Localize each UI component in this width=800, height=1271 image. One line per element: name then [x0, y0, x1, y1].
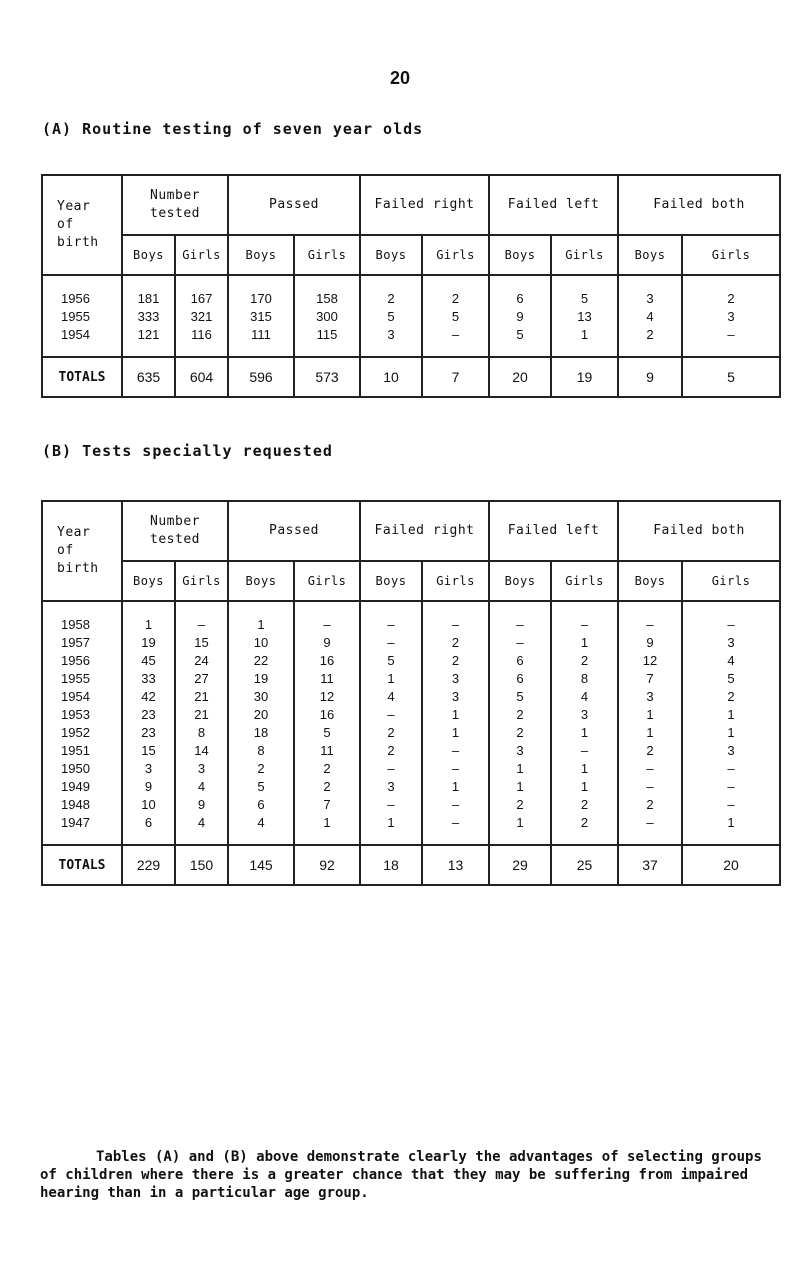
count-cell: 5	[682, 670, 780, 688]
count-cell: 116	[175, 326, 228, 357]
sex-header: Boys	[228, 235, 294, 275]
count-cell: 4	[175, 814, 228, 845]
year-cell: 1958	[42, 601, 122, 634]
count-cell: 3	[122, 760, 175, 778]
count-cell: 2	[682, 688, 780, 706]
count-cell: 5	[228, 778, 294, 796]
year-header-line: of	[57, 543, 74, 558]
year-header-line: of	[57, 217, 74, 232]
group-header: Failed left	[489, 175, 618, 235]
total-cell: 9	[618, 357, 682, 397]
count-cell: 5	[360, 308, 422, 326]
count-cell: –	[422, 326, 489, 357]
count-cell: 9	[122, 778, 175, 796]
count-cell: 1	[360, 814, 422, 845]
totals-label: TOTALS	[42, 357, 122, 397]
count-cell: –	[175, 601, 228, 634]
count-cell: 27	[175, 670, 228, 688]
year-cell: 1957	[42, 634, 122, 652]
total-cell: 596	[228, 357, 294, 397]
year-of-birth-header	[42, 501, 122, 601]
count-cell: 8	[551, 670, 618, 688]
table-row	[42, 688, 780, 706]
table-a-heading: (A) Routine testing of seven year olds	[42, 120, 424, 138]
count-cell: 2	[422, 634, 489, 652]
table-b	[41, 500, 781, 886]
count-cell: 5	[489, 326, 551, 357]
total-cell: 20	[489, 357, 551, 397]
sex-header: Boys	[360, 561, 422, 601]
count-cell: 1	[551, 724, 618, 742]
count-cell: 8	[228, 742, 294, 760]
count-cell: 3	[618, 275, 682, 308]
count-cell: 4	[228, 814, 294, 845]
year-cell: 1948	[42, 796, 122, 814]
count-cell: 1	[228, 601, 294, 634]
count-cell: 1	[489, 814, 551, 845]
count-cell: 1	[551, 634, 618, 652]
sex-header: Boys	[122, 235, 175, 275]
count-cell: 24	[175, 652, 228, 670]
count-cell: 13	[551, 308, 618, 326]
count-cell: 2	[618, 326, 682, 357]
count-cell: 3	[618, 688, 682, 706]
count-cell: 1	[122, 601, 175, 634]
sex-header: Boys	[489, 235, 551, 275]
count-cell: 23	[122, 706, 175, 724]
sex-header: Girls	[175, 561, 228, 601]
count-cell: 3	[682, 308, 780, 326]
count-cell: 11	[294, 742, 360, 760]
count-cell: –	[360, 796, 422, 814]
count-cell: 2	[360, 742, 422, 760]
count-cell: 9	[294, 634, 360, 652]
total-cell: 37	[618, 845, 682, 885]
count-cell: 9	[489, 308, 551, 326]
sex-header: Girls	[682, 561, 780, 601]
count-cell: 2	[294, 760, 360, 778]
count-cell: 14	[175, 742, 228, 760]
count-cell: 5	[294, 724, 360, 742]
count-cell: 6	[122, 814, 175, 845]
count-cell: –	[360, 760, 422, 778]
count-cell: 2	[551, 814, 618, 845]
count-cell: 5	[360, 652, 422, 670]
count-cell: 1	[551, 778, 618, 796]
count-cell: –	[618, 760, 682, 778]
total-cell: 7	[422, 357, 489, 397]
total-cell: 25	[551, 845, 618, 885]
count-cell: 1	[294, 814, 360, 845]
table-row	[42, 760, 780, 778]
count-cell: 1	[422, 724, 489, 742]
year-cell: 1956	[42, 275, 122, 308]
count-cell: 2	[618, 742, 682, 760]
group-header: Number tested	[122, 501, 228, 561]
year-header-line: Year	[57, 199, 91, 214]
year-cell: 1947	[42, 814, 122, 845]
total-cell: 29	[489, 845, 551, 885]
total-cell: 573	[294, 357, 360, 397]
count-cell: 21	[175, 706, 228, 724]
count-cell: 4	[360, 688, 422, 706]
sex-header: Boys	[228, 561, 294, 601]
count-cell: 33	[122, 670, 175, 688]
count-cell: 21	[175, 688, 228, 706]
total-cell: 604	[175, 357, 228, 397]
count-cell: –	[294, 601, 360, 634]
count-cell: –	[618, 814, 682, 845]
year-cell: 1954	[42, 688, 122, 706]
count-cell: 16	[294, 652, 360, 670]
count-cell: 12	[618, 652, 682, 670]
year-cell: 1954	[42, 326, 122, 357]
year-cell: 1953	[42, 706, 122, 724]
count-cell: 6	[228, 796, 294, 814]
count-cell: 3	[682, 742, 780, 760]
sex-header: Girls	[682, 235, 780, 275]
count-cell: 20	[228, 706, 294, 724]
count-cell: 115	[294, 326, 360, 357]
count-cell: 10	[228, 634, 294, 652]
table-row	[42, 706, 780, 724]
count-cell: 1	[682, 814, 780, 845]
count-cell: –	[360, 601, 422, 634]
sex-header: Boys	[489, 561, 551, 601]
group-header: Passed	[228, 501, 360, 561]
totals-row	[42, 845, 780, 885]
table-a	[41, 174, 781, 398]
count-cell: 3	[422, 688, 489, 706]
count-cell: 6	[489, 670, 551, 688]
total-cell: 13	[422, 845, 489, 885]
count-cell: 15	[122, 742, 175, 760]
sex-header: Girls	[294, 235, 360, 275]
count-cell: 45	[122, 652, 175, 670]
year-header-line: Year	[57, 525, 91, 540]
table-row	[42, 326, 780, 357]
count-cell: 7	[618, 670, 682, 688]
count-cell: 170	[228, 275, 294, 308]
count-cell: 2	[551, 652, 618, 670]
sex-header: Boys	[360, 235, 422, 275]
group-header: Failed both	[618, 501, 780, 561]
count-cell: –	[682, 601, 780, 634]
count-cell: 6	[489, 652, 551, 670]
count-cell: –	[551, 742, 618, 760]
totals-row	[42, 357, 780, 397]
count-cell: 4	[682, 652, 780, 670]
year-cell: 1950	[42, 760, 122, 778]
total-cell: 5	[682, 357, 780, 397]
year-cell: 1955	[42, 670, 122, 688]
count-cell: 9	[175, 796, 228, 814]
year-cell: 1952	[42, 724, 122, 742]
count-cell: 2	[618, 796, 682, 814]
count-cell: 3	[489, 742, 551, 760]
count-cell: –	[422, 760, 489, 778]
count-cell: –	[422, 796, 489, 814]
table-row	[42, 742, 780, 760]
sex-header: Girls	[175, 235, 228, 275]
sex-header: Girls	[422, 561, 489, 601]
count-cell: 4	[551, 688, 618, 706]
total-cell: 229	[122, 845, 175, 885]
count-cell: 30	[228, 688, 294, 706]
count-cell: 1	[682, 724, 780, 742]
count-cell: 1	[618, 724, 682, 742]
count-cell: –	[551, 601, 618, 634]
count-cell: 4	[175, 778, 228, 796]
table-row	[42, 778, 780, 796]
table-row	[42, 308, 780, 326]
year-cell: 1949	[42, 778, 122, 796]
total-cell: 18	[360, 845, 422, 885]
count-cell: –	[682, 796, 780, 814]
page-number: 20	[389, 68, 411, 88]
group-header: Failed both	[618, 175, 780, 235]
year-cell: 1951	[42, 742, 122, 760]
table-row	[42, 724, 780, 742]
count-cell: 1	[551, 760, 618, 778]
group-header: Failed right	[360, 175, 489, 235]
count-cell: 19	[228, 670, 294, 688]
table-b-heading: (B) Tests specially requested	[42, 442, 333, 460]
count-cell: 12	[294, 688, 360, 706]
group-header: Passed	[228, 175, 360, 235]
count-cell: 22	[228, 652, 294, 670]
count-cell: –	[489, 601, 551, 634]
count-cell: 23	[122, 724, 175, 742]
count-cell: 1	[682, 706, 780, 724]
count-cell: 2	[422, 275, 489, 308]
year-cell: 1956	[42, 652, 122, 670]
table-row	[42, 634, 780, 652]
count-cell: 10	[122, 796, 175, 814]
total-cell: 92	[294, 845, 360, 885]
count-cell: –	[360, 634, 422, 652]
year-header-line: birth	[57, 235, 99, 250]
table-row	[42, 275, 780, 308]
count-cell: 6	[489, 275, 551, 308]
count-cell: 3	[175, 760, 228, 778]
count-cell: 2	[294, 778, 360, 796]
count-cell: 121	[122, 326, 175, 357]
count-cell: 1	[551, 326, 618, 357]
count-cell: 181	[122, 275, 175, 308]
count-cell: –	[618, 778, 682, 796]
count-cell: 3	[360, 778, 422, 796]
table-row	[42, 601, 780, 634]
count-cell: 2	[682, 275, 780, 308]
count-cell: 1	[489, 778, 551, 796]
count-cell: 16	[294, 706, 360, 724]
count-cell: –	[682, 326, 780, 357]
count-cell: 2	[360, 275, 422, 308]
count-cell: 3	[422, 670, 489, 688]
count-cell: 8	[175, 724, 228, 742]
sex-header: Boys	[618, 235, 682, 275]
total-cell: 19	[551, 357, 618, 397]
count-cell: 1	[422, 706, 489, 724]
count-cell: –	[682, 778, 780, 796]
note-paragraph: Tables (A) and (B) above demonstrate clearly the advantages of selecting groups of children where there is a greater chance that they may be suffering from impaired hearing than in a particular age group.	[40, 1149, 762, 1201]
sex-header: Girls	[551, 561, 618, 601]
count-cell: 42	[122, 688, 175, 706]
count-cell: 333	[122, 308, 175, 326]
count-cell: 7	[294, 796, 360, 814]
count-cell: 111	[228, 326, 294, 357]
count-cell: –	[489, 634, 551, 652]
sex-header: Boys	[122, 561, 175, 601]
count-cell: 19	[122, 634, 175, 652]
count-cell: 3	[682, 634, 780, 652]
year-of-birth-header	[42, 175, 122, 275]
count-cell: 4	[618, 308, 682, 326]
count-cell: 1	[422, 778, 489, 796]
count-cell: 3	[360, 326, 422, 357]
count-cell: 315	[228, 308, 294, 326]
count-cell: –	[682, 760, 780, 778]
total-cell: 145	[228, 845, 294, 885]
count-cell: 1	[618, 706, 682, 724]
count-cell: –	[422, 814, 489, 845]
count-cell: 2	[489, 724, 551, 742]
count-cell: 167	[175, 275, 228, 308]
count-cell: 9	[618, 634, 682, 652]
group-header: Failed left	[489, 501, 618, 561]
count-cell: 11	[294, 670, 360, 688]
total-cell: 10	[360, 357, 422, 397]
count-cell: 1	[360, 670, 422, 688]
count-cell: –	[618, 601, 682, 634]
total-cell: 635	[122, 357, 175, 397]
count-cell: 300	[294, 308, 360, 326]
count-cell: 2	[360, 724, 422, 742]
count-cell: 2	[228, 760, 294, 778]
count-cell: 5	[489, 688, 551, 706]
count-cell: 3	[551, 706, 618, 724]
table-row	[42, 652, 780, 670]
group-header: Failed right	[360, 501, 489, 561]
count-cell: 1	[489, 760, 551, 778]
table-row	[42, 796, 780, 814]
count-cell: 15	[175, 634, 228, 652]
table-row	[42, 814, 780, 845]
count-cell: 321	[175, 308, 228, 326]
count-cell: 2	[489, 796, 551, 814]
total-cell: 150	[175, 845, 228, 885]
totals-label: TOTALS	[42, 845, 122, 885]
count-cell: 158	[294, 275, 360, 308]
count-cell: 5	[551, 275, 618, 308]
total-cell: 20	[682, 845, 780, 885]
count-cell: –	[422, 601, 489, 634]
sex-header: Girls	[422, 235, 489, 275]
year-cell: 1955	[42, 308, 122, 326]
group-header: Number tested	[122, 175, 228, 235]
sex-header: Girls	[551, 235, 618, 275]
year-header-line: birth	[57, 561, 99, 576]
sex-header: Girls	[294, 561, 360, 601]
count-cell: –	[360, 706, 422, 724]
count-cell: 2	[422, 652, 489, 670]
sex-header: Boys	[618, 561, 682, 601]
table-row	[42, 670, 780, 688]
count-cell: 18	[228, 724, 294, 742]
count-cell: 5	[422, 308, 489, 326]
count-cell: 2	[489, 706, 551, 724]
count-cell: –	[422, 742, 489, 760]
count-cell: 2	[551, 796, 618, 814]
